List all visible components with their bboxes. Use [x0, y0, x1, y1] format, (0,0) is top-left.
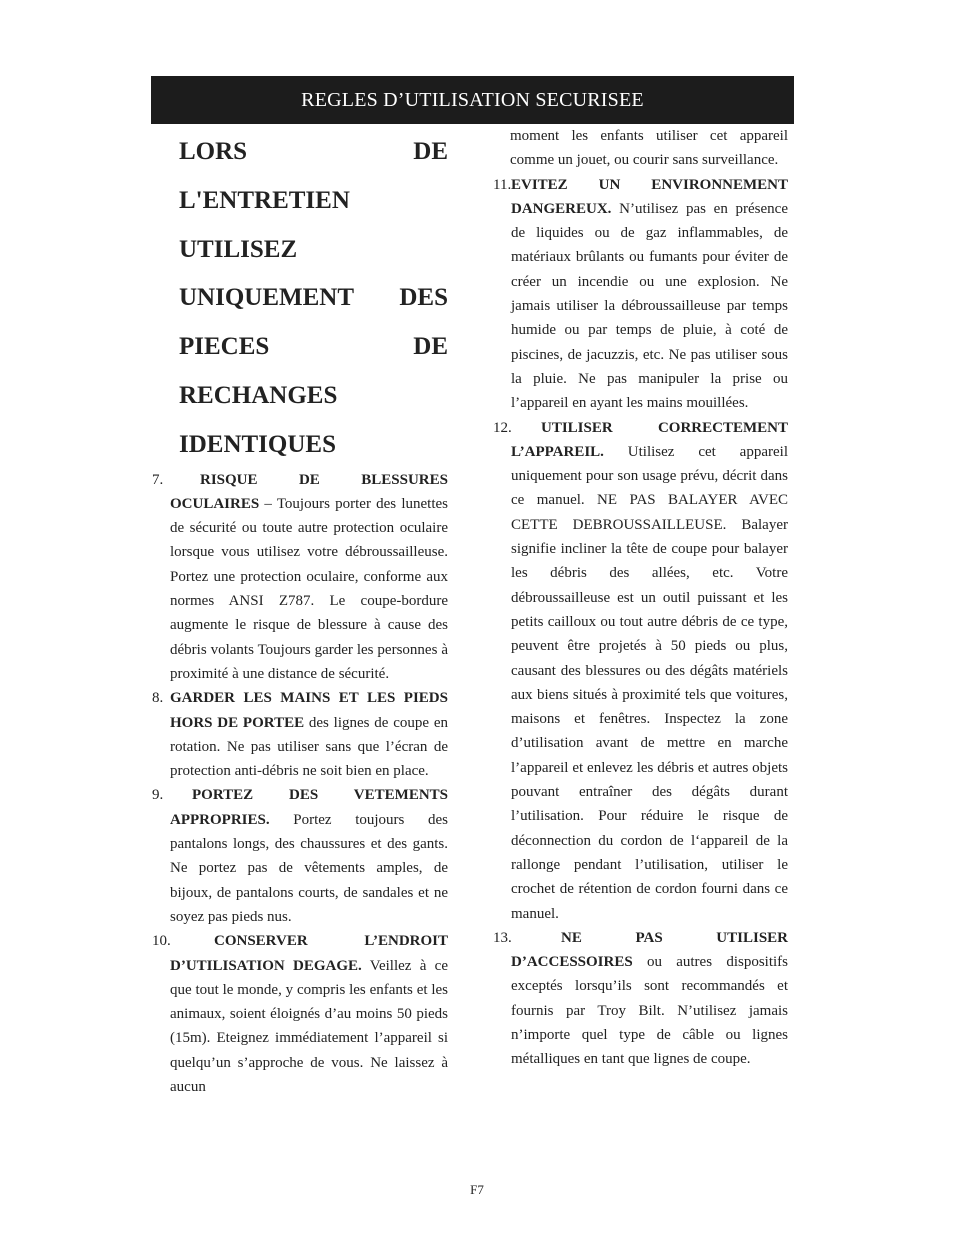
rule-text: Veillez à ce que tout le monde, y compris les enfants et les animaux, soient éloignés d’au moins 50 pieds (15m). Eteignez immédiatement l’appareil si quelqu’un s’approche de vous. Ne laissez à aucun	[170, 957, 448, 1095]
heading-line: UTILISEZ	[179, 235, 298, 263]
heading-line: UNIQUEMENT DES	[179, 284, 448, 312]
rule-title: OCULAIRES	[170, 495, 260, 512]
rule-number: 12.	[493, 419, 512, 436]
rule-number: 8.	[152, 690, 164, 707]
rule-lead: PORTEZ DES VETEMENTS	[192, 787, 448, 804]
rule-text: N’utilisez pas en présence de liquides ou de gaz inflammables, de matériaux brûlants ou fumants pour éviter de créer un incendie ou une explosion. Ne jamais utiliser la débroussailleuse par temps humide ou par temps de pluie, à coté de piscines, de jacuzzis, etc. Ne pas utiliser sous la pluie. Ne pas manipuler la prise ou l’appareil en ayant les mains mouillées.	[511, 200, 788, 412]
right-column	[493, 124, 788, 1072]
rule-title: DANGEREUX.	[511, 200, 612, 217]
rule-8	[152, 686, 448, 783]
rule-lead: NE PAS UTILISER	[561, 929, 788, 946]
rule-text: Portez toujours des pantalons longs, des chaussures et des gants. Ne portez pas de vêtements amples, de bijoux, de pantalons courts, de sandales et ne soyez pas pieds nus.	[170, 811, 448, 925]
section-title: REGLES D’UTILISATION SECURISEE	[301, 88, 644, 111]
left-column	[152, 124, 448, 1099]
rule-lead: RISQUE DE BLESSURES	[200, 471, 448, 488]
rule-text: Utilisez cet appareil uniquement pour son usage prévu, décrit dans ce manuel. NE PAS BALAYER AVEC CETTE DEBROUSSAILLEUSE. Balayer signifie incliner la tête de coupe pour balayer les débris des allées, etc. Votre débroussailleuse est un outil puissant et les petits cailloux ou tout autre débris de ce type, peuvent être projetés à 50 pieds ou plus, causant des blessures ou des dégâts matériels aux biens situés à proximité tels que voitures, maisons et fenêtres. Inspectez la zone d’utilisation avant de mettre en marche l’appareil et enlevez les débris et autres objets pouvant entraîner des dégâts durant l’utilisation. Pour réduire le risque de déconnection du cordon de l‘appareil de la rallonge pendant l’utilisation, utiliser le crochet de rétention de cordon fourni dans ce manuel.	[511, 443, 788, 922]
rule-text: – Toujours porter des lunettes de sécurité ou toute autre protection oculaire lorsque vous utilisez votre débroussailleuse. Portez une protection oculaire, conforme aux normes ANSI Z787. Le coupe-bordure augmente le risque de blessure à cause des débris volants Toujours garder les personnes à proximité à une distance de sécurité.	[170, 495, 448, 682]
rule-number: 7.	[152, 471, 164, 488]
rule-number: 10.	[152, 933, 171, 950]
rule-number: 9.	[152, 787, 164, 804]
rule-13	[493, 926, 788, 1072]
rule-lead: UTILISER CORRECTEMENT	[541, 419, 788, 436]
page-number: F7	[470, 1182, 484, 1197]
heading-line: IDENTIQUES	[179, 430, 336, 458]
rule-title: APPROPRIES.	[170, 811, 270, 828]
heading-line: LORS DE	[179, 138, 448, 165]
rule-text: ou autres dispositifs exceptés lorsqu’ils sont recommandés et fournis par Troy Bilt. N’utilisez jamais n’importe quel type de câble ou lignes métalliques en tant que lignes de coupe.	[511, 954, 788, 1068]
rule-10-continuation: moment les enfants utiliser cet appareil comme un jouet, ou courir sans surveillance.	[510, 128, 788, 169]
rule-title: L’APPAREIL.	[511, 443, 604, 460]
rule-title: D’UTILISATION DEGAGE.	[170, 957, 362, 974]
heading-line: RECHANGES	[179, 381, 338, 409]
rule-10	[152, 929, 448, 1099]
rule-7	[152, 468, 448, 687]
section-header	[151, 76, 794, 124]
rule-lead: EVITEZ UN ENVIRONNEMENT	[511, 176, 788, 193]
rule-9	[152, 783, 448, 929]
rule-text: des lignes de coupe en rotation. Ne pas utiliser sans que l’écran de protection anti-débris ne soit bien en place.	[170, 714, 448, 780]
rule-12	[493, 416, 788, 926]
rule-number: 11.	[493, 176, 512, 193]
rule-lead: CONSERVER L’ENDROIT	[214, 933, 448, 950]
rule-11	[493, 173, 788, 416]
rule-number: 13.	[493, 929, 512, 946]
heading-line: PIECES DE	[179, 333, 448, 361]
rule-title: D’ACCESSOIRES	[511, 954, 633, 971]
maintenance-heading	[179, 124, 448, 470]
heading-line: L'ENTRETIEN	[179, 186, 350, 214]
rule-title: GARDER LES MAINS ET LES PIEDS HORS DE PORTEE	[170, 690, 448, 731]
